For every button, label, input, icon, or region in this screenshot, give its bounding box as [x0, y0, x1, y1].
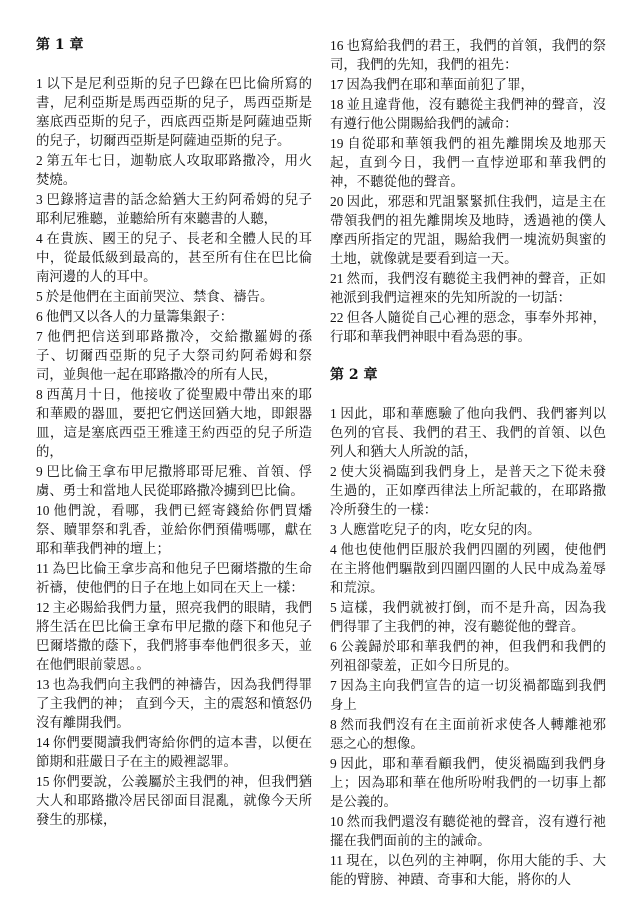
verse-number: 5 — [36, 289, 43, 304]
verse-number: 17 — [330, 77, 344, 92]
verse-text: 第五年七日，迦勒底人攻取耶路撒冷，用火焚燒。 — [36, 154, 312, 188]
verse-number: 22 — [330, 310, 344, 325]
verse-number: 5 — [330, 600, 337, 615]
verse-number: 8 — [36, 387, 43, 402]
verse-number: 7 — [330, 678, 337, 693]
verse-paragraph — [36, 733, 312, 772]
verse-number: 7 — [36, 329, 43, 344]
verse-paragraph — [330, 36, 606, 75]
verse-paragraph — [330, 75, 606, 95]
verse-paragraph — [330, 308, 606, 347]
verse-paragraph — [36, 151, 312, 190]
verse-number: 18 — [330, 97, 344, 112]
verse-text: 然而我們還沒有聽從祂的聲音，沒有遵行祂擺在我們面前的主的誡命。 — [330, 815, 606, 849]
verse-number: 3 — [330, 522, 337, 537]
verse-text: 他們又以各人的力量籌集銀子： — [45, 310, 234, 325]
verse-paragraph — [36, 598, 312, 675]
verse-number: 2 — [36, 153, 43, 168]
verse-text: 巴錄將這書的話念給猶大王約阿希姆的兒子耶利尼雅聽，並聽給所有來聽書的人聽， — [36, 193, 312, 227]
verse-paragraph — [36, 229, 312, 287]
verse-paragraph — [36, 772, 312, 830]
verse-text: 因為主向我們宣告的這一切災禍都臨到我們身上 — [330, 679, 606, 713]
verse-text: 他們把信送到耶路撒冷，交給撒羅姆的孫子、切爾西亞斯的兒子大祭司約阿希姆和祭司，並與他一起在耶路撒冷的所有人民， — [36, 330, 312, 383]
verse-number: 14 — [36, 735, 50, 750]
verse-paragraph — [36, 675, 312, 733]
verse-text: 也為我們向主我們的神禱告，因為我們得罪了主我們的神； 直到今天，主的震怒和憤怒仍沒有離開我們。 — [36, 678, 312, 731]
verse-number: 15 — [36, 774, 50, 789]
verse-paragraph — [36, 287, 312, 307]
verse-number: 4 — [36, 231, 43, 246]
verse-text: 但各人隨從自己心裡的惡念，事奉外邦神，行耶和華我們神眼中看為惡的事。 — [330, 311, 606, 345]
verse-paragraph — [36, 501, 312, 559]
verse-number: 13 — [36, 677, 50, 692]
verse-text: 因此，耶和華看顧我們，使災禍臨到我們身上；因為耶和華在他所吩咐我們的一切事上都是公義的。 — [330, 757, 606, 810]
verse-number: 11 — [36, 561, 49, 576]
verse-paragraph — [330, 851, 606, 890]
verse-number: 8 — [330, 717, 337, 732]
verse-paragraph — [330, 598, 606, 637]
verse-paragraph — [36, 327, 312, 385]
verse-paragraph — [36, 462, 312, 501]
verse-number: 4 — [330, 542, 337, 557]
verse-paragraph — [330, 404, 606, 462]
verse-text: 自從耶和華領我們的祖先離開埃及地那天起，直到今日，我們一直悖逆耶和華我們的神，不聽從他的聲音。 — [330, 137, 606, 190]
verse-text: 巴比倫王拿布甲尼撒將耶哥尼雅、首領、俘虜、勇士和當地人民從耶路撒冷擄到巴比倫。 — [36, 465, 312, 499]
verse-number: 10 — [330, 814, 344, 829]
verse-text: 主必賜給我們力量，照亮我們的眼睛，我們將生活在巴比倫王拿布甲尼撒的蔭下和他兒子巴爾塔撒的蔭下，我們將事奉他們很多天，並在他們眼前蒙恩。。 — [36, 601, 312, 673]
verse-text: 然而，我們沒有聽從主我們神的聲音，正如祂派到我們這裡來的先知所說的一切話： — [330, 272, 606, 306]
verse-paragraph — [330, 192, 606, 269]
verse-text: 為巴比倫王拿步高和他兒子巴爾塔撒的生命祈禱，使他們的日子在地上如同在天上一樣： — [36, 562, 312, 596]
verse-number: 9 — [36, 464, 43, 479]
right-column — [330, 36, 606, 890]
verse-text: 你們要說，公義屬於主我們的神，但我們猶大人和耶路撒冷居民卻面目混亂，就像今天所發生的那樣， — [36, 775, 312, 828]
verse-text: 因此，耶和華應驗了他向我們、我們審判以色列的官長、我們的君王、我們的首領、以色列人和猶大人所說的話， — [330, 407, 606, 460]
verse-paragraph — [36, 74, 312, 151]
verse-number: 10 — [36, 503, 50, 518]
verse-paragraph — [330, 637, 606, 676]
chapter-2-heading: 第 2 章 — [330, 367, 378, 383]
verse-number: 16 — [330, 38, 344, 53]
verse-text: 你們要閱讀我們寄給你們的這本書，以便在節期和莊嚴日子在主的殿裡認罪。 — [36, 736, 312, 770]
verse-number: 1 — [330, 406, 337, 421]
verse-paragraph — [330, 812, 606, 851]
verse-paragraph — [330, 715, 606, 754]
verse-text: 他也使他們臣服於我們四圍的列國，使他們在主將他們驅散到四圍四圍的人民中成為羞辱和荒涼。 — [330, 543, 606, 596]
verse-paragraph — [36, 385, 312, 462]
verse-number: 6 — [36, 309, 43, 324]
verse-number: 12 — [36, 600, 50, 615]
verse-paragraph — [36, 307, 312, 327]
verse-text: 現在，以色列的主神啊，你用大能的手、大能的臂膀、神蹟、奇事和大能，將你的人 — [330, 854, 606, 888]
verse-text: 因為我們在耶和華面前犯了罪， — [346, 78, 534, 93]
verse-text: 在貴族、國王的兒子、長老和全體人民的耳中，從最低級到最高的，甚至所有住在巴比倫南河邊的人的耳中。 — [36, 232, 312, 285]
verse-paragraph — [330, 95, 606, 134]
verse-number: 6 — [330, 639, 337, 654]
left-column — [36, 36, 312, 830]
verse-paragraph — [330, 269, 606, 308]
verse-text: 西萬月十日，他接收了從聖殿中帶出來的耶和華殿的器皿，要把它們送回猶大地，即銀器皿，這是塞底西亞王雅達王約西亞的兒子所造的， — [36, 388, 312, 460]
verse-text: 使大災禍臨到我們身上，是普天之下從未發生過的，正如摩西律法上所記載的，在耶路撒冷所發生的一樣： — [330, 465, 606, 518]
verse-number: 1 — [36, 76, 43, 91]
verse-paragraph — [330, 462, 606, 520]
verse-number: 19 — [330, 136, 344, 151]
verse-paragraph — [330, 134, 606, 192]
chapter-1-heading: 第 1 章 — [36, 37, 84, 53]
verse-text: 這樣，我們就被打倒，而不是升高，因為我們得罪了主我們的神，沒有聽從他的聲音。 — [330, 601, 606, 635]
verse-paragraph — [330, 754, 606, 812]
verse-paragraph — [36, 559, 312, 598]
verse-text: 於是他們在主面前哭泣、禁食、禱告。 — [45, 290, 274, 305]
verse-paragraph — [330, 520, 606, 540]
verse-text: 然而我們沒有在主面前祈求使各人轉離祂邪惡之心的想像。 — [330, 718, 606, 752]
verse-text: 人應當吃兒子的肉，吃女兒的肉。 — [339, 523, 541, 538]
verse-text: 公義歸於耶和華我們的神，但我們和我們的列祖卻蒙羞，正如今日所見的。 — [330, 640, 606, 674]
verse-number: 20 — [330, 194, 344, 209]
verse-text: 因此，邪惡和咒詛緊緊抓住我們，這是主在帶領我們的祖先離開埃及地時，透過祂的僕人摩西所指定的咒詛，賜給我們一塊流奶與蜜的土地，就像就是要看到這一天。 — [330, 195, 606, 267]
verse-text: 他們說，看哪，我們已經寄錢給你們買燔祭、贖罪祭和乳香，並給你們預備嗎哪，獻在耶和華我們神的壇上； — [36, 504, 312, 557]
verse-number: 9 — [330, 756, 337, 771]
verse-number: 3 — [36, 192, 43, 207]
verse-paragraph — [36, 190, 312, 229]
verse-number: 11 — [330, 853, 343, 868]
verse-number: 2 — [330, 464, 337, 479]
verse-text: 並且違背他，沒有聽從主我們神的聲音，沒有遵行他公開賜給我們的誡命： — [330, 98, 606, 132]
verse-text: 也寫給我們的君王，我們的首領，我們的祭司，我們的先知，我們的祖先： — [330, 39, 606, 73]
verse-number: 21 — [330, 271, 344, 286]
verse-text: 以下是尼利亞斯的兒子巴錄在巴比倫所寫的書，尼利亞斯是馬西亞斯的兒子，馬西亞斯是塞底西亞斯的兒子，西底西亞斯是阿薩迪亞斯的兒子，切爾西亞斯是阿薩迪亞斯的兒子。 — [36, 77, 312, 149]
verse-paragraph — [330, 540, 606, 598]
verse-paragraph — [330, 676, 606, 715]
